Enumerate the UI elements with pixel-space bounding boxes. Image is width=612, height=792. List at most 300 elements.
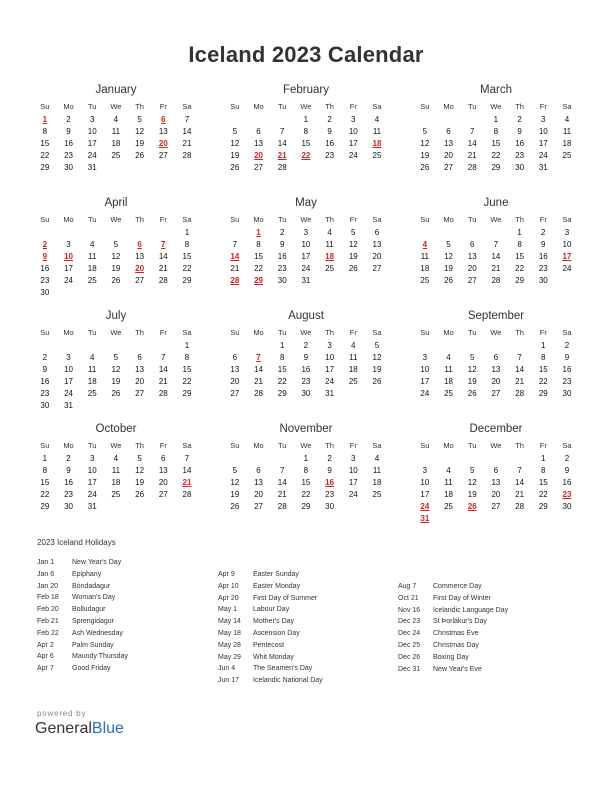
day-cell: 16 bbox=[277, 252, 287, 261]
day-cell: 11 bbox=[325, 240, 334, 249]
weekday-header: Th bbox=[325, 102, 334, 111]
day-cell: 31 bbox=[301, 276, 311, 285]
day-cell: 4 bbox=[89, 353, 95, 362]
day-cell: 6 bbox=[374, 228, 380, 237]
month-grid bbox=[223, 212, 389, 287]
weekday-header: Fr bbox=[159, 102, 167, 111]
empty-day bbox=[128, 227, 152, 239]
holiday-name: Christmas Eve bbox=[433, 630, 479, 638]
day-cell: 13 bbox=[230, 365, 240, 374]
month-grid bbox=[413, 99, 579, 174]
day-cell: 14 bbox=[277, 478, 287, 487]
day-cell: 18 bbox=[444, 377, 453, 386]
day-cell: 24 bbox=[562, 264, 572, 273]
holiday-day: 16 bbox=[325, 478, 335, 487]
day-cell: 20 bbox=[230, 377, 240, 386]
holiday-name: Commerce Day bbox=[433, 583, 482, 590]
empty-day bbox=[104, 227, 128, 239]
empty-day bbox=[460, 453, 484, 465]
day-cell: 2 bbox=[279, 228, 285, 237]
weekday-header: Th bbox=[135, 328, 144, 337]
empty-day bbox=[223, 453, 247, 465]
weekday-header: Su bbox=[40, 215, 50, 224]
day-cell: 12 bbox=[467, 478, 477, 487]
day-cell: 3 bbox=[422, 353, 428, 362]
day-cell: 23 bbox=[538, 264, 548, 273]
day-cell: 9 bbox=[564, 466, 570, 475]
day-cell: 26 bbox=[230, 163, 240, 172]
weekday-header: Sa bbox=[372, 102, 382, 111]
day-cell: 18 bbox=[87, 377, 97, 386]
weekday-header: Tu bbox=[467, 441, 477, 450]
day-cell: 23 bbox=[64, 151, 73, 160]
day-cell: 11 bbox=[111, 127, 121, 136]
holiday-day: 10 bbox=[64, 252, 73, 261]
brand-logo[interactable] bbox=[35, 720, 124, 738]
brand-general: General bbox=[35, 720, 92, 737]
holiday-row bbox=[218, 663, 388, 675]
holiday-date: Apr 9 bbox=[218, 571, 235, 578]
day-cell: 11 bbox=[444, 365, 453, 374]
holiday-name: Bóndadagur bbox=[72, 582, 111, 590]
holiday-row bbox=[398, 616, 568, 628]
day-cell: 7 bbox=[279, 127, 285, 136]
day-cell: 10 bbox=[538, 127, 548, 136]
holiday-day: 31 bbox=[420, 514, 430, 523]
holiday-name: Boxing Day bbox=[433, 653, 469, 661]
day-cell: 30 bbox=[515, 163, 525, 172]
day-cell: 11 bbox=[444, 478, 453, 487]
day-cell: 8 bbox=[184, 353, 190, 362]
day-cell: 15 bbox=[491, 139, 501, 148]
day-cell: 27 bbox=[135, 276, 145, 285]
month-name: August bbox=[288, 310, 324, 322]
day-cell: 16 bbox=[40, 264, 50, 273]
day-cell: 18 bbox=[444, 490, 453, 499]
month-grid bbox=[223, 438, 389, 513]
day-cell: 28 bbox=[467, 163, 477, 172]
day-cell: 22 bbox=[491, 151, 501, 160]
day-cell: 14 bbox=[158, 252, 168, 261]
day-cell: 15 bbox=[538, 365, 548, 374]
holiday-day: 20 bbox=[135, 264, 145, 273]
day-cell: 6 bbox=[469, 240, 475, 249]
weekday-header: Fr bbox=[349, 441, 357, 450]
day-cell: 23 bbox=[277, 264, 287, 273]
holiday-row bbox=[218, 675, 388, 687]
holiday-day: 20 bbox=[158, 139, 168, 148]
day-cell: 5 bbox=[446, 240, 451, 249]
holiday-day: 17 bbox=[562, 252, 572, 261]
weekday-header: Mo bbox=[63, 441, 74, 450]
weekday-header: Mo bbox=[253, 328, 264, 337]
day-cell: 26 bbox=[135, 490, 145, 499]
day-cell: 17 bbox=[325, 365, 335, 374]
holiday-name: Maundy Thursday bbox=[72, 653, 128, 661]
empty-day bbox=[508, 453, 532, 465]
holiday-name: Epiphany bbox=[72, 570, 102, 578]
empty-day bbox=[128, 340, 152, 352]
day-cell: 25 bbox=[372, 151, 382, 160]
weekday-header: Tu bbox=[87, 215, 97, 224]
empty-day bbox=[57, 340, 81, 352]
month-january bbox=[33, 82, 199, 186]
day-cell: 13 bbox=[467, 252, 477, 261]
day-cell: 18 bbox=[420, 264, 430, 273]
day-cell: 6 bbox=[493, 353, 499, 362]
day-cell: 8 bbox=[517, 240, 522, 249]
month-name: June bbox=[483, 197, 509, 209]
weekday-header: Su bbox=[420, 441, 430, 450]
day-cell: 12 bbox=[348, 240, 358, 249]
holiday-date: Jan 1 bbox=[37, 559, 55, 566]
day-cell: 2 bbox=[327, 454, 332, 463]
weekday-header: We bbox=[300, 215, 312, 224]
day-cell: 17 bbox=[64, 264, 73, 273]
day-cell: 29 bbox=[40, 502, 50, 511]
day-cell: 13 bbox=[372, 240, 382, 249]
day-cell: 18 bbox=[111, 139, 121, 148]
empty-day bbox=[270, 114, 294, 126]
month-name: March bbox=[480, 84, 512, 96]
day-cell: 15 bbox=[301, 139, 311, 148]
holiday-name: Woman's Day bbox=[72, 594, 116, 602]
day-cell: 2 bbox=[564, 341, 570, 350]
holiday-date: Feb 22 bbox=[37, 629, 59, 637]
holiday-name: The Seamen's Day bbox=[253, 665, 313, 673]
day-cell: 20 bbox=[444, 151, 453, 160]
day-cell: 26 bbox=[348, 264, 358, 273]
day-cell: 10 bbox=[87, 127, 97, 136]
empty-day bbox=[460, 227, 484, 239]
empty-day bbox=[57, 227, 81, 239]
day-cell: 2 bbox=[66, 454, 71, 463]
holiday-row bbox=[398, 605, 568, 617]
day-cell: 19 bbox=[420, 151, 430, 160]
weekday-header: Sa bbox=[372, 441, 382, 450]
holiday-date: Jun 4 bbox=[218, 665, 236, 673]
month-may bbox=[223, 195, 389, 299]
calendar-months bbox=[33, 82, 579, 525]
day-cell: 9 bbox=[66, 466, 71, 475]
holiday-day: 18 bbox=[372, 139, 382, 148]
day-cell: 25 bbox=[87, 389, 97, 398]
weekday-header: Th bbox=[135, 215, 144, 224]
weekday-header: Th bbox=[515, 441, 524, 450]
day-cell: 19 bbox=[348, 252, 358, 261]
day-cell: 4 bbox=[89, 240, 95, 249]
month-november bbox=[223, 421, 389, 525]
empty-day bbox=[223, 227, 247, 239]
day-cell: 3 bbox=[351, 454, 356, 463]
day-cell: 15 bbox=[301, 478, 311, 487]
holiday-list-column-2 bbox=[218, 569, 388, 687]
holiday-date: Feb 20 bbox=[37, 606, 59, 614]
day-cell: 1 bbox=[541, 454, 546, 463]
day-cell: 19 bbox=[135, 478, 145, 487]
day-cell: 28 bbox=[158, 276, 168, 285]
month-april bbox=[33, 195, 199, 299]
day-cell: 5 bbox=[469, 353, 475, 362]
day-cell: 4 bbox=[446, 353, 451, 362]
day-cell: 15 bbox=[40, 139, 50, 148]
holiday-date: Apr 10 bbox=[218, 582, 239, 590]
holiday-name: Sprengidagur bbox=[72, 617, 115, 625]
day-cell: 3 bbox=[89, 115, 95, 124]
day-cell: 12 bbox=[135, 466, 145, 475]
day-cell: 9 bbox=[42, 365, 48, 374]
holiday-name: Palm Sunday bbox=[72, 641, 114, 649]
month-name: July bbox=[105, 310, 127, 322]
day-cell: 27 bbox=[158, 490, 168, 499]
month-august bbox=[223, 308, 389, 412]
holiday-day: 21 bbox=[277, 151, 287, 160]
day-cell: 27 bbox=[254, 502, 263, 511]
day-cell: 10 bbox=[420, 478, 430, 487]
weekday-header: Sa bbox=[182, 102, 192, 111]
day-cell: 24 bbox=[87, 490, 97, 499]
day-cell: 5 bbox=[137, 115, 142, 124]
day-cell: 28 bbox=[182, 151, 192, 160]
weekday-header: Sa bbox=[562, 441, 572, 450]
holiday-date: May 1 bbox=[218, 606, 238, 614]
holiday-row bbox=[398, 652, 568, 664]
weekday-header: We bbox=[110, 215, 122, 224]
month-grid bbox=[33, 212, 199, 299]
month-name: May bbox=[295, 197, 317, 209]
day-cell: 16 bbox=[301, 365, 311, 374]
holiday-day: 28 bbox=[230, 276, 240, 285]
day-cell: 26 bbox=[135, 151, 145, 160]
day-cell: 3 bbox=[541, 115, 546, 124]
day-cell: 2 bbox=[564, 454, 570, 463]
holiday-date: Apr 7 bbox=[37, 665, 54, 673]
day-cell: 12 bbox=[420, 139, 430, 148]
day-cell: 15 bbox=[515, 252, 525, 261]
holiday-name: Easter Sunday bbox=[253, 571, 299, 578]
weekday-header: We bbox=[490, 215, 502, 224]
day-cell: 23 bbox=[325, 151, 335, 160]
day-cell: 27 bbox=[467, 276, 477, 285]
day-cell: 5 bbox=[113, 353, 119, 362]
weekday-header: We bbox=[490, 328, 502, 337]
day-cell: 10 bbox=[64, 365, 73, 374]
month-june bbox=[413, 195, 579, 299]
weekday-header: Th bbox=[515, 102, 524, 111]
weekday-header: We bbox=[490, 441, 502, 450]
day-cell: 15 bbox=[277, 365, 287, 374]
day-cell: 21 bbox=[158, 377, 168, 386]
holiday-date: Feb 21 bbox=[37, 617, 59, 625]
holiday-row bbox=[37, 592, 207, 604]
day-cell: 28 bbox=[277, 502, 287, 511]
empty-day bbox=[33, 340, 57, 352]
day-cell: 30 bbox=[562, 502, 572, 511]
day-cell: 5 bbox=[374, 341, 380, 350]
day-cell: 23 bbox=[325, 490, 335, 499]
holiday-row bbox=[37, 557, 207, 569]
empty-day bbox=[223, 340, 247, 352]
holiday-date: Apr 2 bbox=[37, 641, 54, 649]
day-cell: 24 bbox=[64, 276, 73, 285]
day-cell: 21 bbox=[254, 377, 263, 386]
day-cell: 29 bbox=[538, 502, 548, 511]
day-cell: 21 bbox=[467, 151, 477, 160]
month-grid bbox=[33, 438, 199, 513]
empty-day bbox=[460, 340, 484, 352]
holiday-row bbox=[218, 569, 388, 581]
empty-day bbox=[247, 340, 271, 352]
month-name: January bbox=[95, 84, 137, 96]
day-cell: 26 bbox=[420, 163, 430, 172]
weekday-header: Tu bbox=[87, 102, 97, 111]
day-cell: 9 bbox=[66, 127, 71, 136]
weekday-header: Sa bbox=[562, 102, 572, 111]
day-cell: 30 bbox=[325, 502, 335, 511]
day-cell: 15 bbox=[254, 252, 263, 261]
day-cell: 19 bbox=[467, 377, 477, 386]
weekday-header: Tu bbox=[87, 441, 97, 450]
holiday-date: Apr 20 bbox=[218, 594, 239, 602]
weekday-header: Fr bbox=[539, 328, 547, 337]
day-cell: 20 bbox=[158, 478, 168, 487]
day-cell: 13 bbox=[491, 478, 501, 487]
day-cell: 7 bbox=[517, 466, 522, 475]
empty-day bbox=[33, 227, 57, 239]
holiday-date: Apr 6 bbox=[37, 653, 54, 661]
day-cell: 7 bbox=[161, 353, 166, 362]
day-cell: 8 bbox=[541, 353, 546, 362]
month-grid bbox=[223, 325, 389, 400]
month-july bbox=[33, 308, 199, 412]
day-cell: 22 bbox=[515, 264, 525, 273]
day-cell: 26 bbox=[111, 276, 121, 285]
holiday-row bbox=[37, 616, 207, 628]
day-cell: 6 bbox=[137, 353, 142, 362]
holidays-title: 2023 Iceland Holidays bbox=[37, 538, 116, 547]
weekday-header: Fr bbox=[539, 215, 547, 224]
day-cell: 3 bbox=[66, 240, 71, 249]
day-cell: 21 bbox=[515, 490, 525, 499]
day-cell: 24 bbox=[87, 151, 97, 160]
day-cell: 11 bbox=[562, 127, 572, 136]
day-cell: 21 bbox=[182, 139, 192, 148]
weekday-header: Su bbox=[230, 328, 240, 337]
month-december bbox=[413, 421, 579, 525]
day-cell: 10 bbox=[348, 127, 358, 136]
holiday-name: New Year's Day bbox=[72, 559, 122, 566]
day-cell: 27 bbox=[135, 389, 145, 398]
day-cell: 12 bbox=[372, 353, 382, 362]
day-cell: 4 bbox=[113, 454, 119, 463]
holiday-name: Whit Monday bbox=[253, 653, 294, 661]
holiday-row bbox=[37, 640, 207, 652]
month-grid bbox=[223, 99, 389, 174]
day-cell: 2 bbox=[327, 115, 332, 124]
day-cell: 11 bbox=[372, 127, 382, 136]
day-cell: 20 bbox=[491, 377, 501, 386]
weekday-header: We bbox=[300, 328, 312, 337]
day-cell: 8 bbox=[42, 466, 48, 475]
holiday-name: Bolludagur bbox=[72, 606, 106, 614]
day-cell: 1 bbox=[493, 115, 499, 124]
weekday-header: Tu bbox=[87, 328, 97, 337]
day-cell: 2 bbox=[42, 353, 48, 362]
holiday-day: 7 bbox=[256, 353, 261, 362]
day-cell: 30 bbox=[40, 401, 50, 410]
day-cell: 8 bbox=[493, 127, 499, 136]
day-cell: 29 bbox=[277, 389, 287, 398]
weekday-header: Mo bbox=[253, 441, 264, 450]
day-cell: 16 bbox=[325, 139, 335, 148]
day-cell: 24 bbox=[301, 264, 311, 273]
holiday-day: 26 bbox=[467, 502, 477, 511]
weekday-header: Mo bbox=[63, 328, 74, 337]
day-cell: 12 bbox=[444, 252, 453, 261]
weekday-header: Th bbox=[515, 328, 524, 337]
day-cell: 14 bbox=[182, 127, 192, 136]
day-cell: 8 bbox=[303, 466, 309, 475]
day-cell: 26 bbox=[444, 276, 453, 285]
day-cell: 12 bbox=[467, 365, 477, 374]
day-cell: 16 bbox=[515, 139, 525, 148]
day-cell: 13 bbox=[135, 252, 145, 261]
day-cell: 22 bbox=[182, 377, 192, 386]
weekday-header: Su bbox=[230, 102, 240, 111]
weekday-header: Fr bbox=[159, 328, 167, 337]
day-cell: 9 bbox=[517, 127, 522, 136]
weekday-header: Sa bbox=[182, 441, 192, 450]
holiday-row bbox=[37, 581, 207, 593]
day-cell: 20 bbox=[254, 490, 263, 499]
weekday-header: Fr bbox=[159, 215, 167, 224]
day-cell: 25 bbox=[444, 502, 453, 511]
weekday-header: Tu bbox=[277, 102, 287, 111]
day-cell: 6 bbox=[446, 127, 451, 136]
day-cell: 28 bbox=[158, 389, 168, 398]
day-cell: 4 bbox=[374, 115, 380, 124]
day-cell: 25 bbox=[372, 490, 382, 499]
weekday-header: Mo bbox=[443, 328, 454, 337]
day-cell: 4 bbox=[374, 454, 380, 463]
holiday-date: Nov 16 bbox=[398, 606, 421, 614]
day-cell: 19 bbox=[135, 139, 145, 148]
day-cell: 3 bbox=[89, 454, 95, 463]
day-cell: 1 bbox=[541, 341, 546, 350]
day-cell: 31 bbox=[538, 163, 548, 172]
holiday-row bbox=[218, 628, 388, 640]
weekday-header: Su bbox=[420, 102, 430, 111]
day-cell: 27 bbox=[491, 502, 501, 511]
day-cell: 31 bbox=[64, 401, 73, 410]
day-cell: 31 bbox=[325, 389, 335, 398]
weekday-header: We bbox=[300, 441, 312, 450]
holiday-row bbox=[218, 604, 388, 616]
day-cell: 28 bbox=[254, 389, 263, 398]
holiday-row bbox=[37, 663, 207, 675]
day-cell: 25 bbox=[420, 276, 430, 285]
holiday-day: 21 bbox=[182, 478, 192, 487]
day-cell: 24 bbox=[420, 389, 430, 398]
month-grid bbox=[413, 438, 579, 525]
holiday-row bbox=[398, 593, 568, 605]
day-cell: 28 bbox=[491, 276, 501, 285]
weekday-header: Mo bbox=[443, 441, 454, 450]
weekday-header: Sa bbox=[372, 328, 382, 337]
day-cell: 14 bbox=[182, 466, 192, 475]
empty-day bbox=[413, 227, 437, 239]
weekday-header: We bbox=[110, 102, 122, 111]
